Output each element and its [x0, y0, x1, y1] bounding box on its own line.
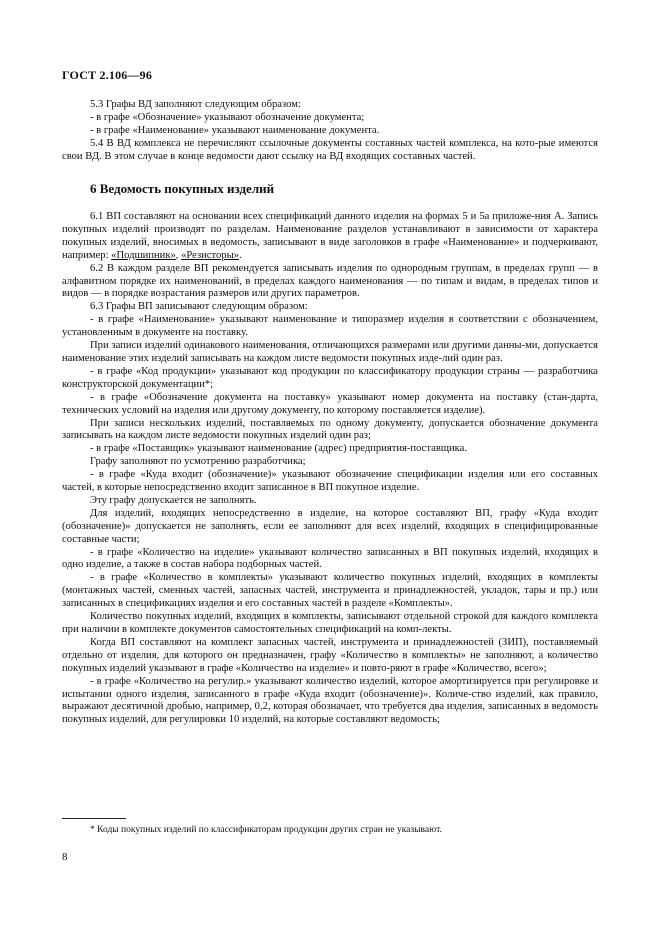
paragraph-6-3-qty-adjust: - в графе «Количество на регулир.» указывают количество изделий, которое амортизируется при регулировке и испытании одного изделия, записанного в графе «Куда входит (обозначение)». Количе-ство изделий, как правило, выражают десятичной дробью, например, 0,2, которая обозначает, что требуется два изделия, записанных в ведомость покупных изделий, для регулировки 10 изделий, на которые составляют ведомость;	[62, 675, 598, 726]
paragraph-5-3-item-1: - в графе «Обозначение» указывают обозначение документа;	[90, 111, 365, 123]
paragraph-6-3-spare-parts: Когда ВП составляют на комплект запасных частей, инструмента и принадлежностей (ЗИП), поставляемый отдельно от изделия, для которого он предназначен, графу «Количество в комплекты» не заполняют, а количество покупных изделий указывают в графе «Количество на изделие» и повто-ряют в графе «Количество, всего»;	[62, 636, 598, 674]
example-heading-resistors: «Резисторы»	[181, 249, 240, 261]
page-number: 8	[62, 851, 68, 863]
paragraph-6-3-supplier-note: Графу заполняют по усмотрению разработчика;	[90, 456, 306, 468]
paragraph-5-4: 5.4 В ВД комплекса не перечисляют ссылочные документы составных частей комплекса, на кото-рые имеются свои ВД. В этом случае в конце ведомости дают ссылку на ВД входящих составных частей.	[62, 137, 598, 162]
example-separator: ,	[175, 249, 182, 261]
example-heading-bearing: «Подшипник»	[111, 249, 176, 261]
section-5-text	[62, 99, 598, 164]
paragraph-6-3-qty-per-item: - в графе «Количество на изделие» указывают количество записанных в ВП покупных изделий, входящих в одно изделие, а также в состав набора подборных частей.	[62, 546, 598, 571]
paragraph-6-3-supply-doc: - в графе «Обозначение документа на поставку» указывают номер документа на поставку (стан-дарта, технических условий на изделия или другому документу, по которому поставляется изделие).	[62, 391, 598, 416]
paragraph-6-3-where-used-direct: Для изделий, входящих непосредственно в изделие, на которое составляют ВП, графу «Куда входит (обозначение)» допускается не заполнять, если ее заполняют для всех изделий, входящих в специфицированные составные части;	[62, 507, 598, 545]
section-6-title: 6 Ведомость покупных изделий	[90, 181, 275, 196]
paragraph-6-2: 6.2 В каждом разделе ВП рекомендуется записывать изделия по однородным группам, в пределах групп — в алфавитном порядке их наименований, в пределах каждого наименования — по типам и видам, в пределах типов и видов — в порядке возрастания размеров или других параметров.	[62, 262, 598, 300]
paragraph-6-3-code: - в графе «Код продукции» указывают код продукции по классификатору продукции страны — разработчика конструкторской документации*;	[62, 365, 598, 390]
footnote-divider	[62, 818, 126, 819]
footnote: * Коды покупных изделий по классификаторам продукции других стран не указывают.	[90, 825, 442, 835]
paragraph-6-3-where-used-note: Эту графу допускается не заполнять.	[90, 494, 257, 506]
paragraph-6-3-qty-in-kits: - в графе «Количество в комплекты» указывают количество покупных изделий, входящих в комплекты (монтажных частей, сменных частей, запасных частей, инструмента и принадлежностей, укладок, тары и пр.) или записанных в спецификациях изделия и его составных частей в разделе «Комплекты».	[62, 572, 598, 610]
paragraph-6-3-supplier: - в графе «Поставщик» указывают наименование (адрес) предприятия-поставщика.	[90, 443, 467, 455]
document-header: ГОСТ 2.106—96	[62, 68, 153, 82]
paragraph-6-3-qty-in-kits-note: Количество покупных изделий, входящих в комплекты, записывают отдельной строкой для каждого комплекта при наличии в комплекте документов самостоятельных спецификаций на комп-лекты.	[62, 611, 598, 635]
paragraph-6-3-name: - в графе «Наименование» указывают наименование и типоразмер изделия в соответствии с обозначением, установленным в документе на поставку.	[62, 314, 598, 339]
paragraph-6-3-name-note: При записи изделий одинакового наименования, отличающихся размерами или другими данны-ми, допускается наименование этих изделий записывать на каждом листе ведомости покупных изде-лий один раз.	[62, 340, 598, 364]
paragraph-5-3: 5.3 Графы ВД заполняют следующим образом:	[90, 99, 301, 110]
section-6-text	[62, 211, 598, 727]
paragraph-6-1-text: 6.1 ВП составляют на основании всех спецификаций данного изделия на формах 5 и 5а приложе-ния А. Запись покупных изделий производят по разделам. Наименование разделов устанавливают в зависимости от характера покупных изделий, вносимых в ведомость, записывают в виде заголовков в графе «Наименование» и подчеркивают, например:	[62, 211, 598, 261]
paragraph-6-3: 6.3 Графы ВП записывают следующим образом:	[90, 301, 308, 313]
paragraph-6-3-where-used: - в графе «Куда входит (обозначение)» указывают обозначение спецификации изделия или его составных частей, в которые непосредственно входит записанное в ВП покупное изделие.	[62, 469, 598, 494]
example-end: .	[239, 249, 242, 261]
paragraph-6-1	[62, 211, 598, 263]
paragraph-5-3-item-2: - в графе «Наименование» указывают наименование документа.	[90, 124, 380, 136]
paragraph-6-3-supply-doc-note: При записи нескольких изделий, поставляемых по одному документу, допускается обозначение документа записывать на каждом листе ведомости покупных изделий один раз;	[62, 417, 598, 442]
